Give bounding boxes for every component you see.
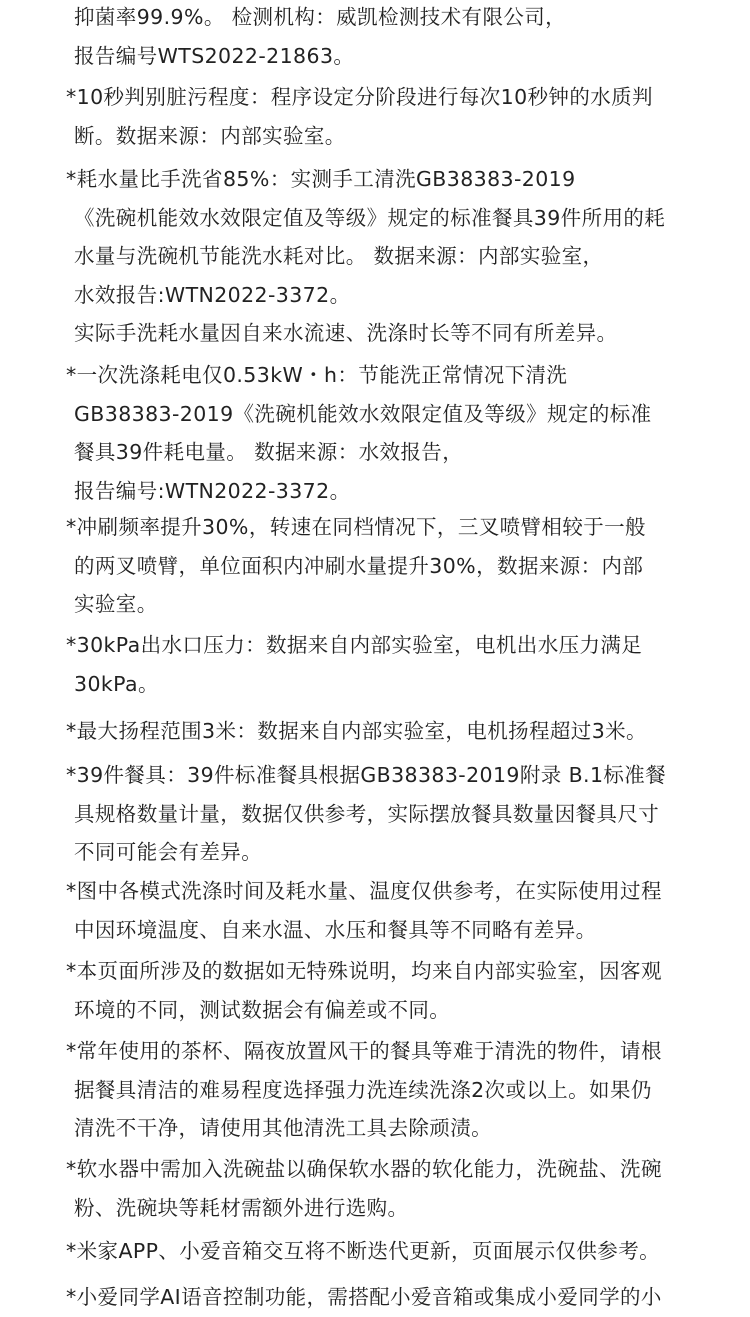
note-10s-dirt-detection <box>66 78 706 155</box>
note-line: *常年使用的茶杯、隔夜放置风干的餐具等难于清洗的物件，请根 <box>66 1039 662 1063</box>
note-line: *耗水量比手洗省85%：实测手工清洗GB38383-2019 <box>66 167 576 191</box>
note-line: *图中各模式洗涤时间及耗水量、温度仅供参考，在实际使用过程 <box>66 879 662 903</box>
note-data-source <box>66 952 706 1029</box>
note-line: *本页面所涉及的数据如无特殊说明，均来自内部实验室，因客观 <box>66 959 662 983</box>
note-line: 不同可能会有差异。 <box>74 840 263 864</box>
note-line: *软水器中需加入洗碗盐以确保软水器的软化能力，洗碗盐、洗碗 <box>66 1157 662 1181</box>
note-line: *米家APP、小爱音箱交互将不断迭代更新，页面展示仅供参考。 <box>66 1239 660 1263</box>
note-line: 实验室。 <box>74 592 158 616</box>
note-line: *冲刷频率提升30%，转速在同档情况下，三叉喷臂相较于一般 <box>66 515 646 539</box>
note-line: *39件餐具：39件标准餐具根据GB38383-2019附录 B.1标准餐 <box>66 763 667 787</box>
note-hard-to-clean <box>66 1032 706 1148</box>
note-line: *最大扬程范围3米：数据来自内部实验室，电机扬程超过3米。 <box>66 719 647 743</box>
note-line: *10秒判别脏污程度：程序设定分阶段进行每次10秒钟的水质判 <box>66 85 653 109</box>
note-line: 报告编号:WTN2022-3372。 <box>74 478 351 503</box>
note-water-saving <box>66 160 706 353</box>
note-line: 报告编号WTS2022-21863。 <box>74 43 355 68</box>
note-voice-control <box>66 1278 706 1317</box>
note-line: 餐具39件耗电量。 数据来源：水效报告， <box>74 440 464 464</box>
note-outlet-pressure <box>66 626 706 703</box>
note-line: *小爱同学AI语音控制功能，需搭配小爱音箱或集成小爱同学的小 <box>66 1285 662 1309</box>
note-line: 据餐具清洁的难易程度选择强力洗连续洗涤2次或以上。如果仍 <box>74 1077 652 1102</box>
note-line: 清洗不干净，请使用其他清洗工具去除顽渍。 <box>74 1116 492 1140</box>
note-39-pieces <box>66 756 706 872</box>
note-line: GB38383-2019《洗碗机能效水效限定值及等级》规定的标准 <box>74 401 652 426</box>
note-flush-frequency <box>66 508 706 624</box>
note-line: 水效报告:WTN2022-3372。 <box>74 282 351 307</box>
note-mode-reference <box>66 872 706 949</box>
note-line: 抑菌率99.9%。 检测机构：威凯检测技术有限公司， <box>74 5 567 29</box>
note-max-lift <box>66 712 706 751</box>
note-line: 30kPa。 <box>74 671 159 696</box>
note-line: 具规格数量计量，数据仅供参考，实际摆放餐具数量因餐具尺寸 <box>74 801 660 826</box>
note-line: 中因环境温度、自来水温、水压和餐具等不同略有差异。 <box>74 917 597 942</box>
note-energy-consumption <box>66 356 706 510</box>
note-line: 断。数据来源：内部实验室。 <box>74 123 346 148</box>
note-water-softener <box>66 1150 706 1227</box>
note-line: 环境的不同，测试数据会有偏差或不同。 <box>74 997 451 1022</box>
note-line: 水量与洗碗机节能洗水耗对比。 数据来源：内部实验室， <box>74 244 604 268</box>
note-line: 的两叉喷臂，单位面积内冲刷水量提升30%，数据来源：内部 <box>74 553 644 578</box>
note-line: 《洗碗机能效水效限定值及等级》规定的标准餐具39件所用的耗 <box>74 205 666 230</box>
note-line: 实际手洗耗水量因自来水流速、洗涤时长等不同有所差异。 <box>74 321 618 345</box>
note-app-updates <box>66 1232 706 1271</box>
note-line: *30kPa出水口压力：数据来自内部实验室，电机出水压力满足 <box>66 633 643 657</box>
note-antibacterial <box>66 0 706 75</box>
note-line: *一次洗涤耗电仅0.53kW・h：节能洗正常情况下清洗 <box>66 363 568 387</box>
note-line: 粉、洗碗块等耗材需额外进行选购。 <box>74 1195 409 1220</box>
